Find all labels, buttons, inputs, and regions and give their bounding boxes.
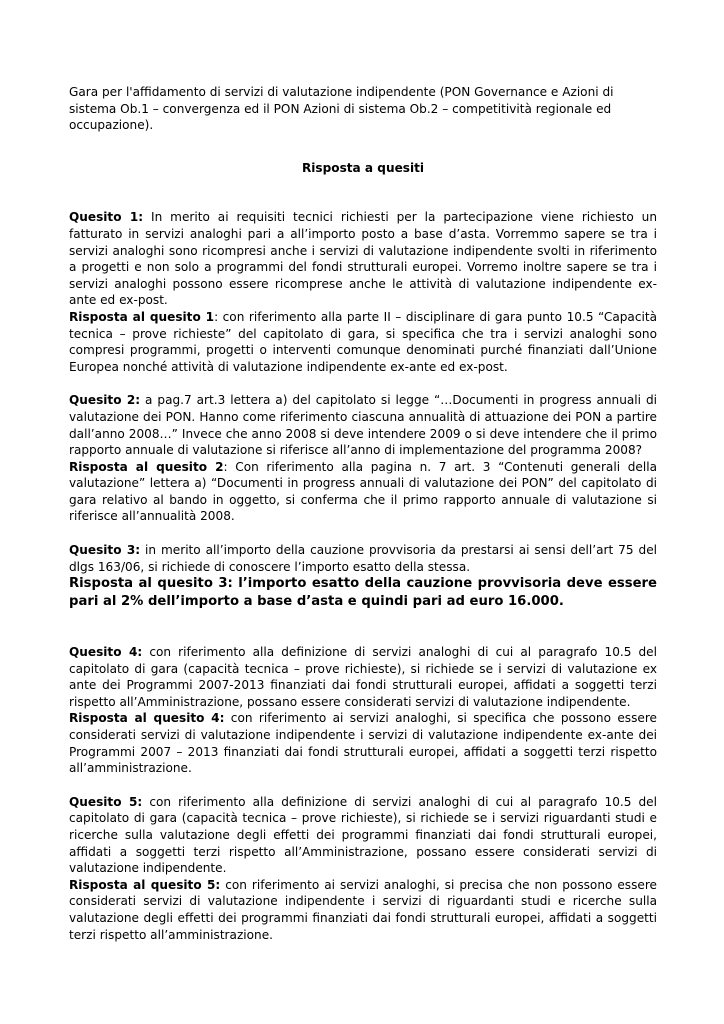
answer-5-text: con riferimento ai servizi analoghi, si precisa che non possono essere considerati servizi di valutazione indipendente i servizi di riguardanti studi e ricerche sulla valutazione degli effetti dei programmi finanziati dai fondi strutturali europei, affidati a soggetti terzi rispetto all’amministrazione. xyxy=(69,877,657,942)
question-3-text: in merito all’importo della cauzione provvisoria da prestarsi ai sensi dell’art 75 del dlgs 163/06, si richiede di conoscere l’importo esatto della stessa. xyxy=(69,543,657,574)
answer-2-label: Risposta al quesito 2 xyxy=(69,459,224,474)
question-5 xyxy=(69,794,657,877)
question-2-label: Quesito 2: xyxy=(69,393,141,408)
document-title: Risposta a quesiti xyxy=(301,160,425,175)
answer-4-label: Risposta al quesito 4: xyxy=(69,711,225,726)
question-4-label: Quesito 4: xyxy=(69,645,143,660)
answer-3-label: Risposta al quesito 3 xyxy=(69,576,228,592)
answer-4 xyxy=(69,710,657,776)
question-1 xyxy=(69,209,657,309)
question-1-label: Quesito 1: xyxy=(69,210,144,225)
question-5-label: Quesito 5: xyxy=(69,794,143,809)
question-4 xyxy=(69,644,657,710)
question-5-text: con riferimento alla definizione di servizi analoghi di cui al paragrafo 10.5 del capitolato di gara (capacità tecnica – prove richieste), si richiede se i servizi riguardanti studi e ricerche sulla valutazione degli effetti dei programmi finanziati dai fondi strutturali europei, affidati a soggetti terzi rispetto all’Amministrazione, possano essere considerati servizi di valutazione indipendente. xyxy=(69,794,657,876)
question-2 xyxy=(69,392,657,458)
answer-3-text: : l’importo esatto della cauzione provvisoria deve essere pari al 2% dell’importo a base d’asta e quindi pari ad euro 16.000. xyxy=(69,576,657,609)
question-3 xyxy=(69,542,657,575)
intro-paragraph: Gara per l'affidamento di servizi di valutazione indipendente (PON Governance e Azioni di sistema Ob.1 – convergenza ed il PON Azioni di sistema Ob.2 – competitività regionale ed occupazione). xyxy=(69,85,614,133)
answer-1-label: Risposta al quesito 1 xyxy=(69,309,215,324)
question-3-label: Quesito 3: xyxy=(69,543,141,558)
answer-3 xyxy=(69,575,657,610)
question-4-text: con riferimento alla definizione di servizi analoghi di cui al paragrafo 10.5 del capitolato di gara (capacità tecnica – prove richieste), si richiede se i servizi di valutazione ex ante dei Programmi 2007-2013 finanziati dai fondi strutturali europei, affidati a soggetti terzi rispetto all’Amministrazione, possano essere considerati servizi di valutazione indipendente. xyxy=(69,645,657,709)
document-body xyxy=(69,84,657,943)
answer-2-text: : Con riferimento alla pagina n. 7 art. 3 “Contenuti generali della valutazione” lettera a) “Documenti in progress annuali di valutazione dei PON” del capitolato di gara relativo al bando in oggetto, si conferma che il primo rapporto annuale di valutazione si riferisce all’annualità 2008. xyxy=(69,459,657,524)
answer-5-label: Risposta al quesito 5: xyxy=(69,877,221,892)
answer-2 xyxy=(69,459,657,525)
question-1-text: In merito ai requisiti tecnici richiesti per la partecipazione viene richiesto un fatturato in servizi analoghi pari a all’importo posto a base d’asta. Vorremmo sapere se tra i servizi analoghi sono ricompresi anche i servizi di valutazione indipendente svolti in riferimento a progetti e non solo a programmi del fondi strutturali europei. Vorremo inoltre sapere se tra i servizi analoghi possono essere ricomprese anche le attività di valutazione indipendente ex-ante ed ex-post. xyxy=(69,210,657,308)
answer-4-text: con riferimento ai servizi analoghi, si specifica che possono essere considerati servizi di valutazione indipendente i servizi di valutazione indipendente ex-ante dei Programmi 2007 – 2013 finanziati dai fondi strutturali europei, affidati a soggetti terzi rispetto all’amministrazione. xyxy=(69,711,657,776)
answer-5 xyxy=(69,877,657,943)
answer-1 xyxy=(69,309,657,375)
answer-1-text: : con riferimento alla parte II – disciplinare di gara punto 10.5 “Capacità tecnica – prove richieste” del capitolato di gara, si specifica che tra i servizi analoghi sono compresi programmi, progetti o interventi comunque denominati purché finanziati dall’Unione Europea nonché attività di valutazione indipendente ex-ante ed ex-post. xyxy=(69,309,657,374)
question-2-text: a pag.7 art.3 lettera a) del capitolato si legge “…Documenti in progress annuali di valutazione dei PON. Hanno come riferimento ciascuna annualità di attuazione dei PON a partire dall’anno 2008…” Invece che anno 2008 si deve intendere 2009 o si deve intendere che il primo rapporto annuale di valutazione si riferisce all’anno di implementazione del programma 2008? xyxy=(69,393,657,458)
